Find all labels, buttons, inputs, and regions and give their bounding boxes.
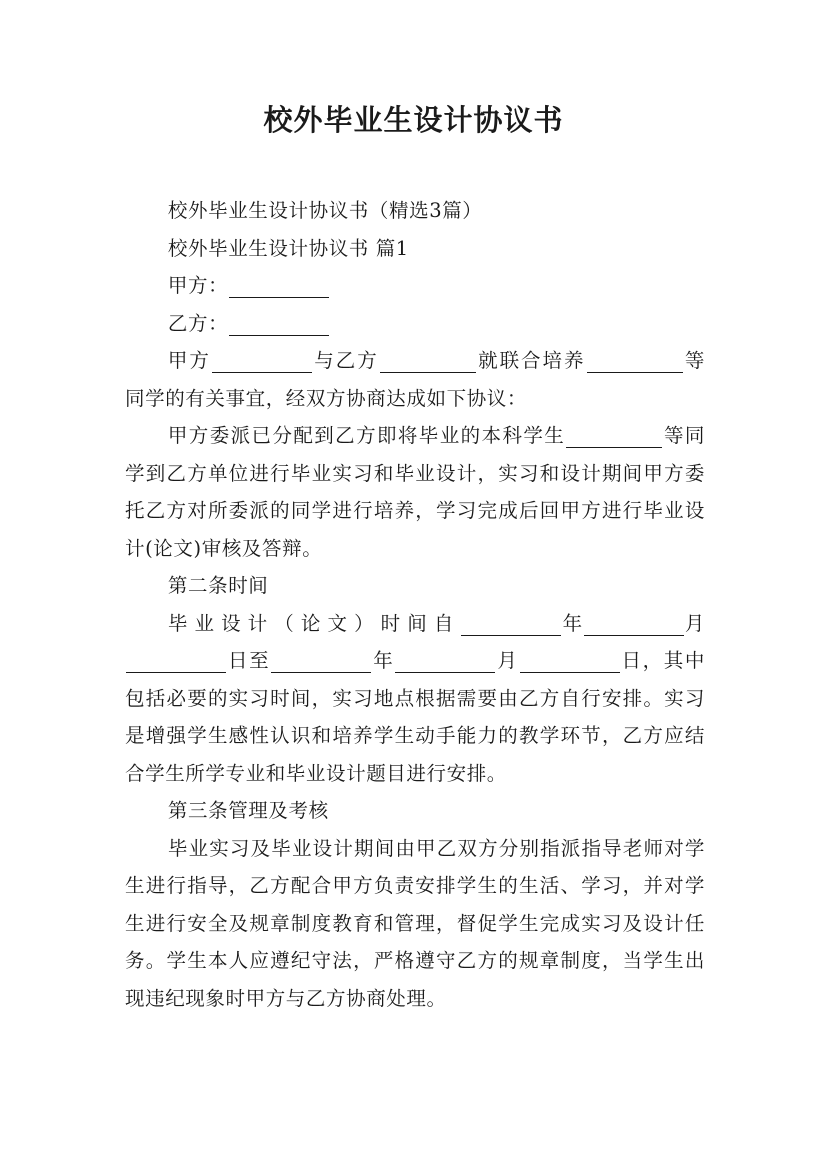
fill-blank <box>587 348 683 373</box>
text-segment: 年 <box>562 611 583 635</box>
text-segment: 月 <box>496 649 519 672</box>
text-segment: 等同学的有关事宜，经双方协商达成如下协议： <box>125 349 705 410</box>
section-heading: 校外毕业生设计协议书 篇1 <box>167 236 409 260</box>
text-segment: 等同学到乙方单位进行毕业实习和毕业设计，实习和设计期间甲方委托乙方对所委派的同学进行培养，学习完成后回甲方进行毕业设计(论文)审核及答辩。 <box>125 424 705 560</box>
party-a-label: 甲方： <box>167 274 229 297</box>
text-segment: 月 <box>684 611 705 635</box>
paragraph-management: 毕业实习及毕业设计期间由甲乙双方分别指派指导老师对学生进行指导，乙方配合甲方负责安排学生的生活、学习，并对学生进行安全及规章制度教育和管理，督促学生完成实习及设计任务。学生本人应遵纪守法，严格遵守乙方的规章制度，当学生出现违纪现象时甲方与乙方协商处理。 <box>125 836 705 1010</box>
article-3-heading: 第三条管理及考核 <box>167 799 329 822</box>
fill-blank <box>380 348 476 373</box>
paragraph-agreement-intro <box>125 342 705 417</box>
party-a-line <box>125 267 705 305</box>
fill-blank <box>584 611 684 636</box>
paragraph-time <box>125 605 705 793</box>
text-segment: 年 <box>372 649 395 672</box>
fill-blank <box>271 648 371 673</box>
text-segment: 甲方委派已分配到乙方即将毕业的本科学生 <box>167 424 566 447</box>
fill-blank <box>566 423 662 448</box>
fill-blank <box>212 348 312 373</box>
document-title: 校外毕业生设计协议书 <box>263 103 564 137</box>
party-a-blank <box>229 273 329 298</box>
paragraph-assignment <box>125 417 705 567</box>
party-b-label: 乙方： <box>167 311 229 335</box>
text-segment: 日，其中包括必要的实习时间，实习地点根据需要由乙方自行安排。实习是增强学生感性认识和培养学生动手能力的教学环节，乙方应结合学生所学专业和毕业设计题目进行安排。 <box>125 649 705 785</box>
text-segment: 就联合培养 <box>476 349 586 372</box>
fill-blank <box>520 648 620 673</box>
fill-blank <box>461 611 561 636</box>
subtitle: 校外毕业生设计协议书（精选3篇） <box>167 199 483 222</box>
party-b-blank <box>229 311 329 336</box>
document-body <box>125 192 705 1017</box>
article-2-heading: 第二条时间 <box>167 574 269 597</box>
text-segment: 与乙方 <box>312 349 379 372</box>
party-b-line <box>125 305 705 343</box>
text-segment: 日至 <box>227 649 271 672</box>
text-segment: 甲方 <box>167 349 211 372</box>
text-segment: 毕业设计（论文）时间自 <box>167 611 461 635</box>
fill-blank <box>126 648 226 673</box>
fill-blank <box>395 648 495 673</box>
